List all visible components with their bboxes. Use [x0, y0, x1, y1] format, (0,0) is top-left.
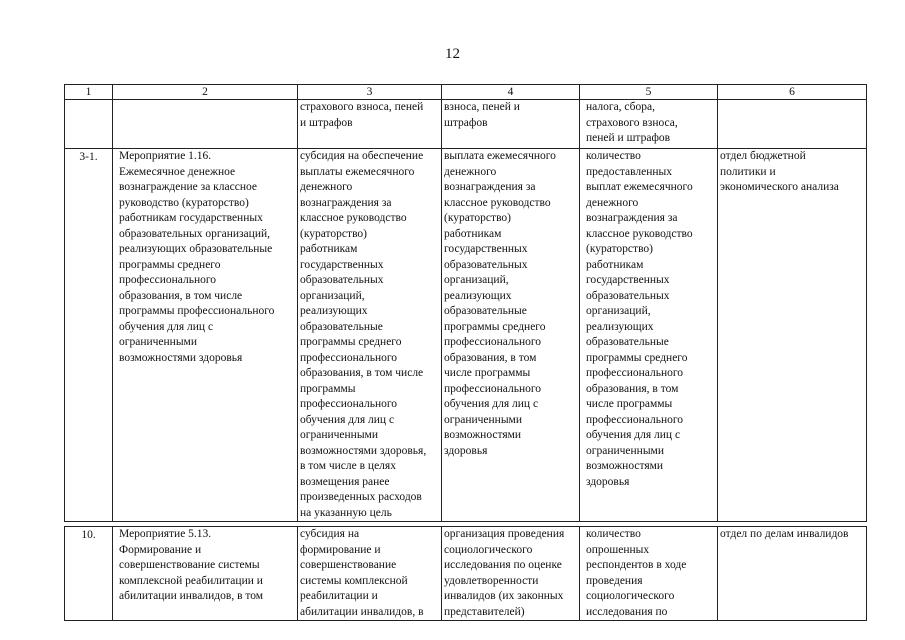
table-row — [65, 527, 867, 621]
column-number: 4 — [442, 85, 580, 100]
measures-table — [64, 84, 867, 621]
table-cell — [113, 100, 298, 149]
column-number: 6 — [718, 85, 867, 100]
table-cell — [718, 100, 867, 149]
table-cell: количество предоставленных выплат ежемесячного денежного вознаграждения за классное руководство (кураторство) работникам государственных образовательных организаций, реализующих образовательные программы среднего профессионального образования, в том числе программы профессионального обучения для лиц с ограниченными возможностями здоровья — [580, 149, 718, 522]
table-cell: налога, сбора, страхового взноса, пеней и штрафов — [580, 100, 718, 149]
table-cell: субсидия на формирование и совершенствование системы комплексной реабилитации и абилитации инвалидов, в — [298, 527, 442, 621]
table-cell: субсидия на обеспечение выплаты ежемесячного денежного вознаграждения за классное руководство (кураторство) работникам государственных образовательных организаций, реализующих образовательные программы среднего профессионального образования, в том числе программы профессионального обучения для лиц с ограниченными возможностями здоровья, в том числе в целях возмещения ранее произведенных расходов на указанную цель — [298, 149, 442, 522]
row-number: 3-1. — [65, 149, 113, 522]
table-cell: организация проведения социологического исследования по оценке удовлетворенности инвалидов (их законных представителей) — [442, 527, 580, 621]
table-row — [65, 149, 867, 522]
column-number: 3 — [298, 85, 442, 100]
column-number-row — [65, 85, 867, 100]
responsible-department: отдел бюджетной политики и экономического анализа — [718, 149, 867, 522]
table-cell: количество опрошенных респондентов в ходе проведения социологического исследования по — [580, 527, 718, 621]
table-cell — [65, 100, 113, 149]
table-cell: взноса, пеней и штрафов — [442, 100, 580, 149]
column-number: 2 — [113, 85, 298, 100]
column-number: 5 — [580, 85, 718, 100]
event-name: Мероприятие 5.13. Формирование и совершенствование системы комплексной реабилитации и абилитации инвалидов, в том — [113, 527, 298, 621]
page-number: 12 — [445, 46, 460, 62]
continuation-row — [65, 100, 867, 149]
row-number: 10. — [65, 527, 113, 621]
responsible-department: отдел по делам инвалидов — [718, 527, 867, 621]
table-cell: страхового взноса, пеней и штрафов — [298, 100, 442, 149]
event-name: Мероприятие 1.16. Ежемесячное денежное вознаграждение за классное руководство (кураторство) работникам государственных образовательных организаций, реализующих образовательные программы среднего профессионального образования, в том числе программы профессионального обучения для лиц с ограниченными возможностями здоровья — [113, 149, 298, 522]
column-number: 1 — [65, 85, 113, 100]
table-cell: выплата ежемесячного денежного вознаграждения за классное руководство (кураторство) работникам государственных образовательных организаций, реализующих образовательные программы среднего профессионального образования, в том числе программы профессионального обучения для лиц с ограниченными возможностями здоровья — [442, 149, 580, 522]
